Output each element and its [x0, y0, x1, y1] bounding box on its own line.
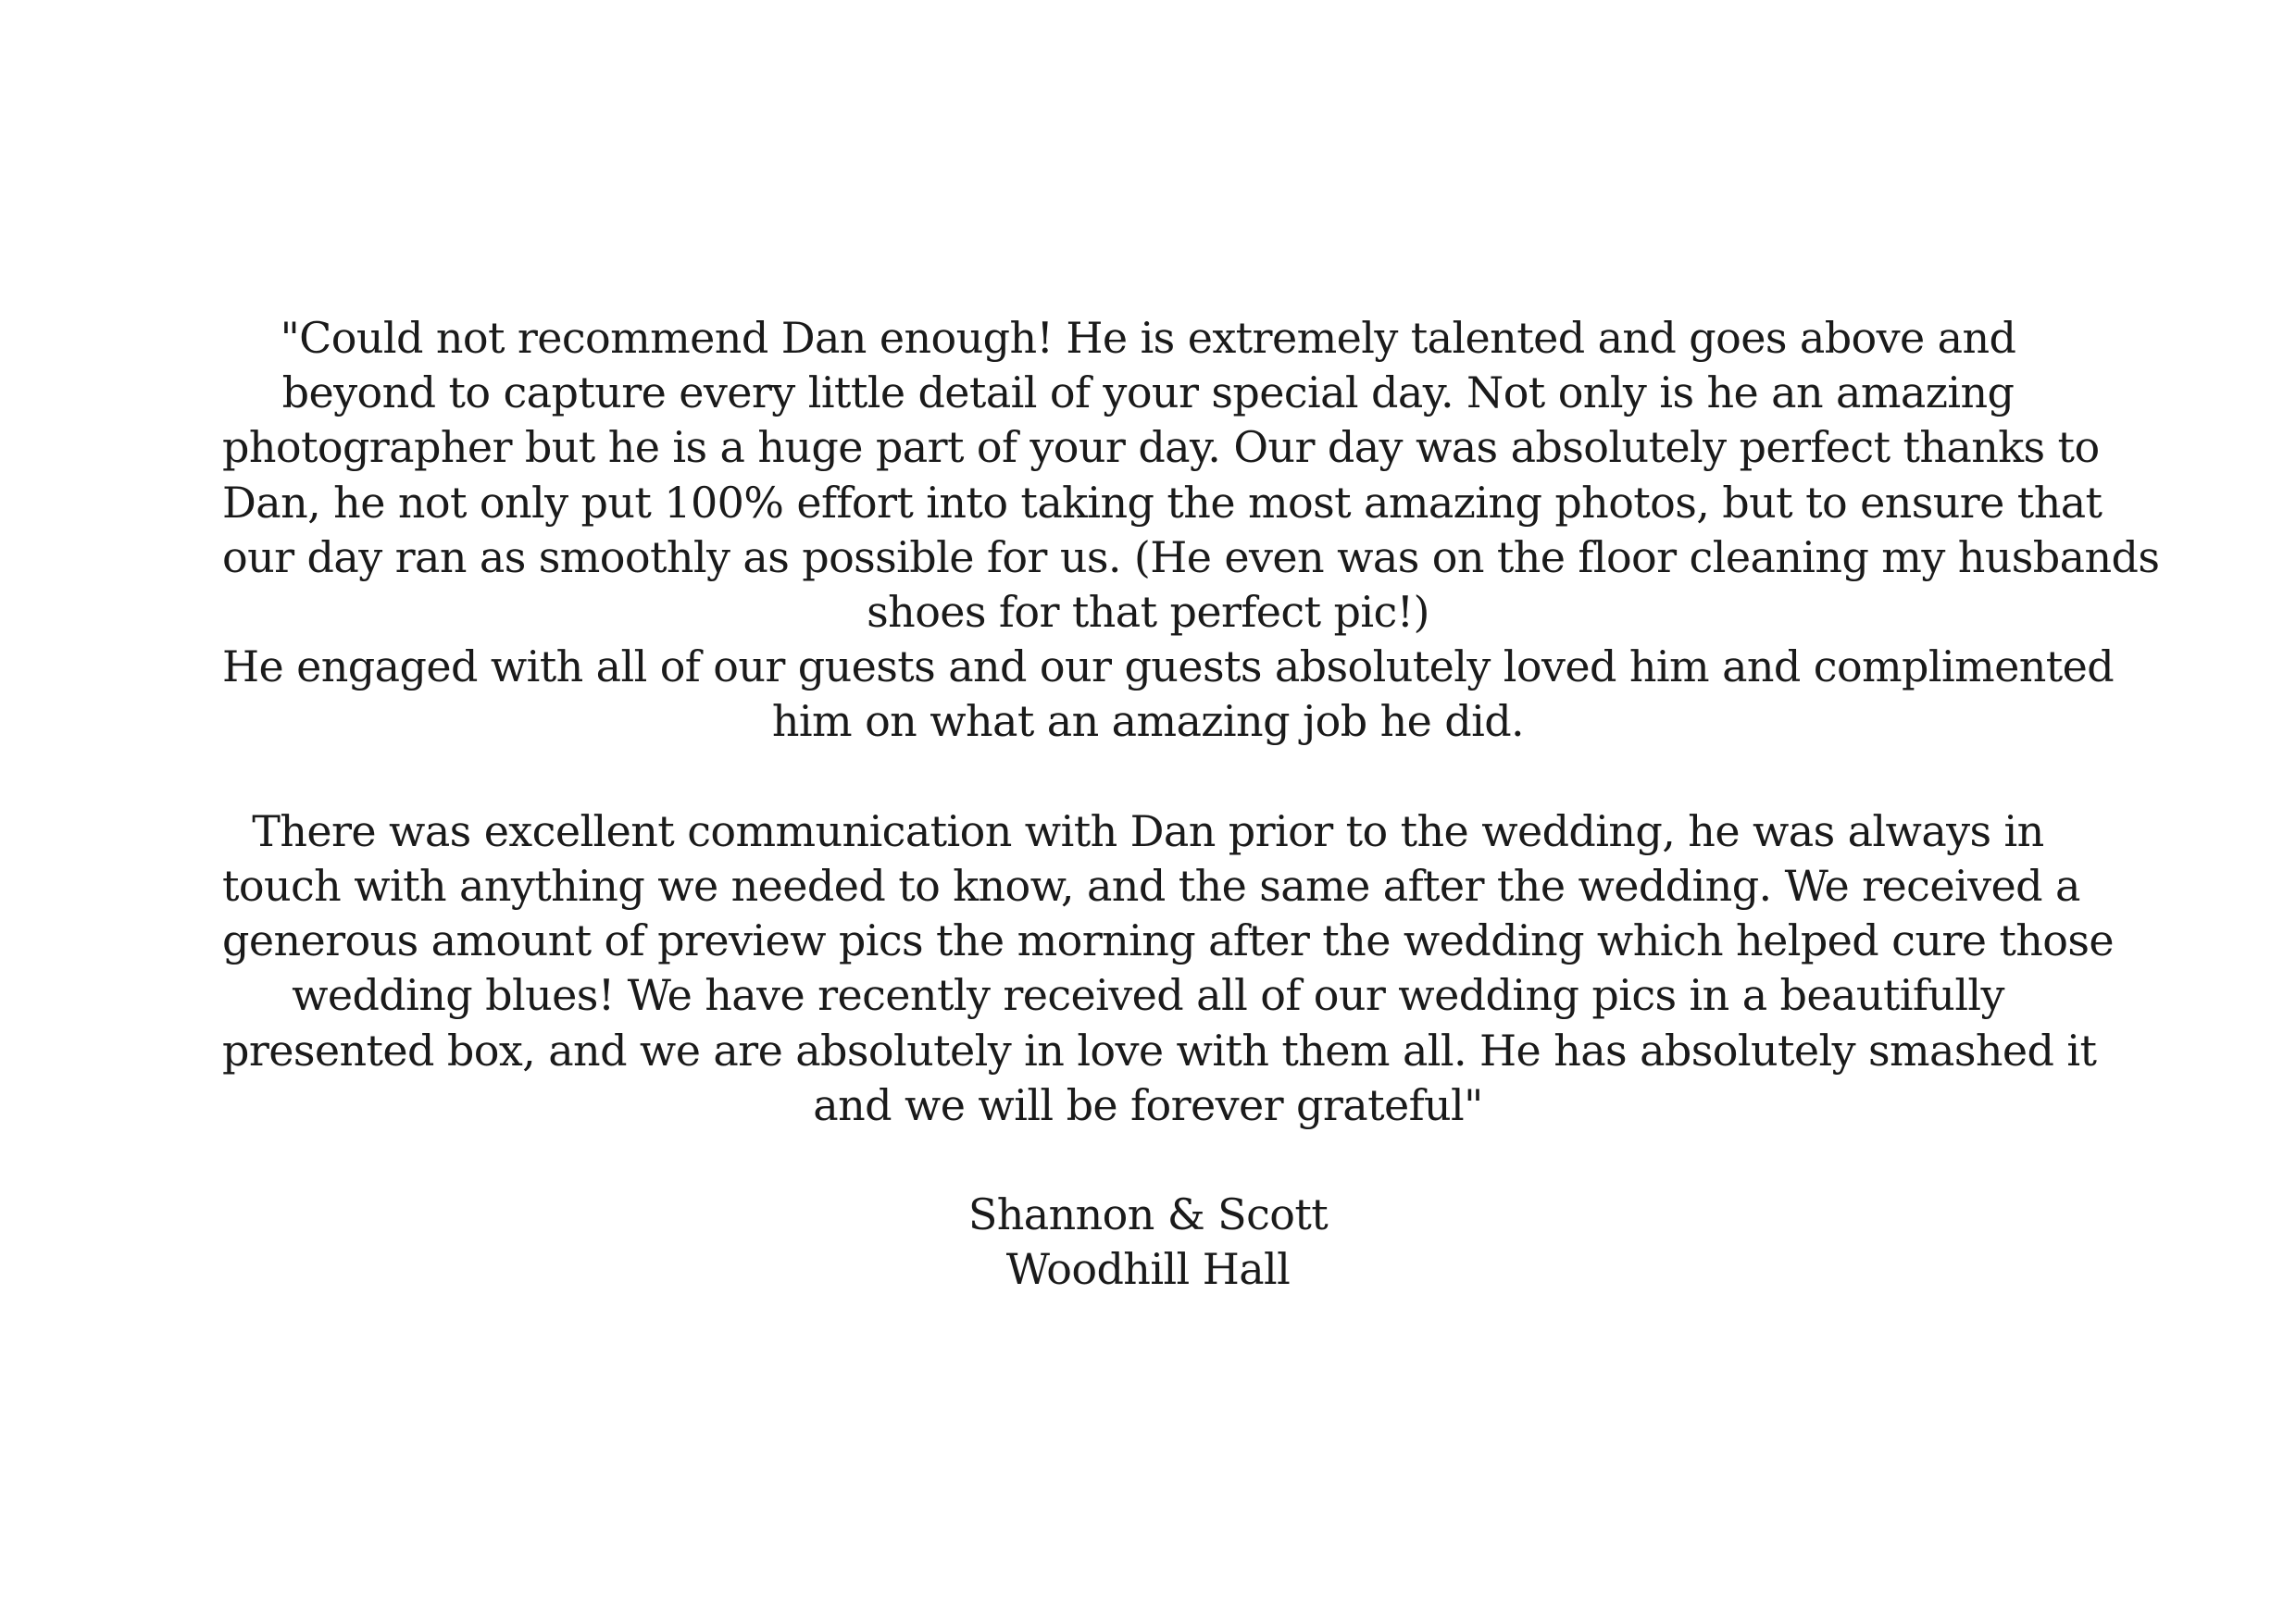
venue-name: Woodhill Hall	[1005, 1244, 1291, 1295]
paragraph-spacer	[222, 750, 2074, 804]
text-line: touch with anything we needed to know, and the same after the wedding. We received a	[222, 861, 2080, 912]
text-line: wedding blues! We have recently received all of our wedding pics in a beautifully	[292, 970, 2004, 1021]
text-line: him on what an amazing job he did.	[771, 696, 1525, 747]
author-name: Shannon & Scott	[967, 1189, 1329, 1240]
testimonial-paragraph-2	[222, 804, 2115, 1133]
text-line: photographer but he is a huge part of your day. Our day was absolutely perfect thanks to	[222, 422, 2100, 473]
text-line: generous amount of preview pics the morning after the wedding which helped cure those	[222, 915, 2115, 966]
signature-block	[222, 1188, 2074, 1297]
text-line: our day ran as smoothly as possible for us. (He even was on the floor cleaning my husbands	[222, 531, 2160, 582]
text-line: There was excellent communication with Dan prior to the wedding, he was always in	[252, 805, 2044, 856]
text-line: Dan, he not only put 100% effort into taking the most amazing photos, but to ensure that	[222, 477, 2103, 528]
text-line: shoes for that perfect pic!)	[867, 587, 1429, 638]
testimonial-paragraph-1	[222, 311, 2160, 750]
paragraph-spacer	[222, 1133, 2074, 1188]
text-line: beyond to capture every little detail of your special day. Not only is he an amazing	[281, 367, 2015, 418]
testimonial-block	[222, 311, 2160, 1298]
text-line: He engaged with all of our guests and our guests absolutely loved him and complimented	[222, 641, 2115, 692]
text-line: presented box, and we are absolutely in love with them all. He has absolutely smashed it	[222, 1025, 2097, 1076]
text-line: "Could not recommend Dan enough! He is extremely talented and goes above and	[280, 313, 2016, 363]
text-line: and we will be forever grateful"	[813, 1079, 1483, 1130]
